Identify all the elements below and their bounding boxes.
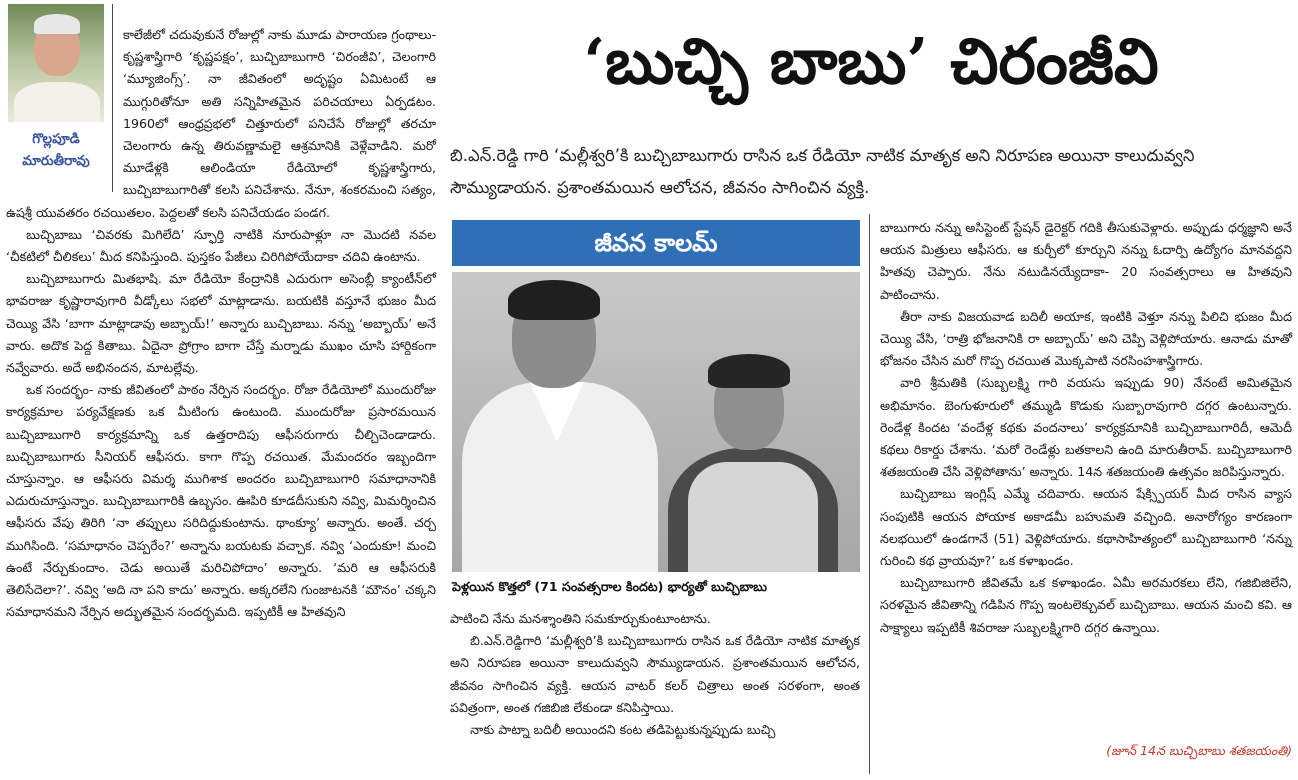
photo-caption: పెళ్లయిన కొత్తలో (71 సంవత్సరాల కిందట) భార్యతో బుచ్చిబాబు bbox=[452, 579, 767, 594]
paragraph: బుచ్చిబాబు ‘చివరకు మిగిలేది’ స్ఫూర్తి నాటికి నూరుపాళ్లూ నా మొదటి నవల ‘చీకటిలో చీలికలు’ మీద కనిపిస్తుంది. పుస్తకం పేజీలు చిరిగిపోయేదాకా చదివి ఉంటాను. bbox=[6, 226, 436, 265]
subheadline: బి.ఎన్.రెడ్డి గారి ‘మల్లీశ్వరి’కి బుచ్చిబాబుగారు రాసిన ఒక రేడియో నాటిక మాతృక అని నిరూపణ అయినా కాలుదువ్వని సౌమ్యుడాయన. ప్రశాంతమయిన ఆలోచన, జీవనం సాగించిన వ్యక్తి. bbox=[450, 146, 1195, 197]
footnote: (జూన్ 14న బుచ్చిబాబు శతజయంతి) bbox=[1106, 743, 1292, 758]
article-photo bbox=[452, 272, 860, 572]
paragraph: బి.ఎన్.రెడ్డిగారి ‘మల్లీశ్వరి’కి బుచ్చిబాబుగారు రాసిన ఒక రేడియో నాటిక మాతృక అని నిరూపణ అయినా కాలుదువ్వని సౌమ్యుడాయన. ప్రశాంతమయిన ఆలోచన, జీవనం సాగించిన వ్యక్తి. ఆయన వాటర్ కలర్ చిత్రాలు అంత సరళంగా, అంత పవిత్రంగా, అంత గజిబిజి లేకుండా కనిపిస్తాయి. bbox=[450, 633, 860, 715]
photo-man-hair bbox=[508, 280, 600, 320]
article-column-3 bbox=[880, 217, 1292, 639]
paragraph: తీరా నాకు విజయవాడ బదిలీ అయాక, ఇంటికి వెళ్తూ నన్ను పిలిచి భుజం మీద చెయ్యి వేసి, ‘రాత్రి భోజనానికి రా అబ్బాయ్’ అని చెప్పి వెళ్లిపోయారు. ఆనాడు మాతో భోజనం చేసిన మరో గొప్ప రచయిత మొక్కపాటి నరసింహశాస్త్రిగారు. bbox=[880, 308, 1292, 369]
article-column-2 bbox=[450, 608, 860, 741]
paragraph: బుచ్చిబాబు ఇంగ్లిష్ ఎమ్మే చదివారు. ఆయన షేక్స్పియర్ మీద రాసిన వ్యాస సంపుటికి ఆయన పోయాక అకాడమీ బహుమతి వచ్చింది. అనారోగ్యం కారణంగా నలభయిలో ఉండగానే (51) వెళ్లిపోయారు. కథాసాహిత్యంలో బుచ్చిబాబుగారి ‘నన్ను గురించి కథ వ్రాయవూ?’ ఒక కళాఖండం. bbox=[880, 486, 1292, 569]
paragraph: నాకు పాట్నా బదిలీ అయిందని కంట తడిపెట్టుకున్నప్పుడు బుచ్చి bbox=[470, 722, 776, 738]
paragraph: బాబుగారు నన్ను అసిస్టెంట్ స్టేషన్ డైరెక్టర్ గదికి తీసుకువెళ్లారు. అప్పుడు ధర్మజ్ఞాని అనే ఆయన మిత్రులు ఆఫీసరు. ఆ కుర్చీలో కూర్చుని నన్ను ఓదార్పి ఉద్యోగం మానవద్దని హితవు చెప్పారు. నేను నటుడినయ్యేదాకా- 20 సంవత్సరాలు ఆ హితవుని పాటించాను. bbox=[880, 220, 1292, 302]
author-name-line2: మారుతీరావు bbox=[22, 153, 90, 169]
article-column-1 bbox=[6, 24, 436, 623]
author-name bbox=[0, 128, 112, 172]
column-title: జీవన కాలమ్ bbox=[594, 229, 718, 257]
paragraph: బుచ్చిబాబుగారి జీవితమే ఒక కళాఖండం. ఏమీ అరమరకలు లేని, గజిబిజిలేని, సరళమైన జీవితాన్ని గడిపిన గొప్ప ఇంటలెక్చువల్ బుచ్చిబాబు. ఆయన మంచి కవి. ఆ సాక్ష్యాలు ఇప్పటికీ శివరాజు సుబ్బలక్ష్మిగారి దగ్గర ఉన్నాయి. bbox=[880, 575, 1292, 635]
photo-woman-saree bbox=[688, 462, 818, 572]
author-box bbox=[0, 4, 113, 192]
headline: ‘బుచ్చి బాబు’ చిరంజీవి bbox=[583, 24, 1159, 98]
column-divider bbox=[869, 214, 870, 774]
paragraph: ఒక సందర్భం- నాకు జీవితంలో పాఠం నేర్పిన సందర్భం. రోజా రేడియోలో ముందురోజు కార్యక్రమాల పర్యవేక్షణకు ఒక మీటింగు ఉంటుంది. ముందురోజు ప్రసారమయిన బుచ్చిబాబుగారి కార్యక్రమాన్ని ఒక ఉత్తరాదిపు ఆఫీసరుగారు చీల్చిచెండాడారు. బుచ్చిబాబుగారు సీనియర్ ఆఫీసరు. కాగా గొప్ప రచయిత. మేమందరం ఇబ్బందిగా చూస్తున్నాం. ఆ ఆఫీసరు విమర్శ ముగిశాక అందరం బుచ్చిబాబుగారి సమాధానానికి ఎదురుచూస్తున్నాం. బుచ్చిబాబుగారికి ఉబ్బసం. ఊపిరి కూడదీసుకుని నవ్వి, మిమర్శించిన ఆఫీసరు వేపు తిరిగి ‘నా తప్పులు సరిదిద్దుకుంటాను. థాంక్యూ’ అన్నారు. అంతే. చర్చ ముగిసింది. ‘సమాధానం చెప్పరేం?’ అన్నాను బయటకు వచ్చాక. నవ్వి ‘ఎందుకూ! మంచి ఉంటే నేర్చుకుందాం. చెడు అయితే మరిచిపోదాం’ అన్నారు. ‘మరి ఆ ఆఫీసరుకి తెలిసేదెలా?’. నవ్వి ‘అది నా పని కాదు’ అన్నారు. అక్కరలేని గుంజాటనకి ‘మౌనం’ చక్కని సమాధానమని నేర్పిన అద్భుతమైన సందర్భమది. ఇప్పటికీ ఆ హితవుని bbox=[6, 382, 436, 620]
column-title-box bbox=[452, 220, 860, 266]
author-name-line1: గొల్లపూడి bbox=[32, 131, 80, 147]
paragraph: బుచ్చిబాబుగారు మితభాషి. మా రేడియో కేంద్రానికి ఎదురుగా అసెంబ్లీ క్యాంటీన్‌లో భావరాజు కృష్ణారావుగారి వీడ్కోలు సభలో మాట్లాడాను. బయటికి వస్తూనే భుజం మీద చెయ్యి వేసి ‘బాగా మాట్లాడావు అబ్బాయ్!’ అన్నారు బుచ్చిబాబు. నన్ను ‘అబ్బాయ్’ అనే వారు. అదొక పెద్ద కితాబు. ఏదైనా ప్రోగ్రాం బాగా చేస్తే మర్నాడు ముఖం చూసి హార్దికంగా నవ్వేవారు. అదే అభినందన, మాటల్లేవు. bbox=[6, 271, 436, 376]
paragraph: కాలేజీలో చదువుకునే రోజుల్లో నాకు మూడు పారాయణ గ్రంథాలు- కృష్ణశాస్త్రిగారి ‘కృష్ణపక్షం’, బుచ్చిబాబుగారి ‘చిరంజీవి’, చెలంగారి ‘మ్యూజింగ్స్’. నా జీవితంలో అదృష్టం ఏమిటంటే ఆ ముగ్గురితోనూ అతి సన్నిహితమైన పరిచయాలు ఏర్పడటం. 1960లో ఆంధ్రప్రభలో చిత్తూరులో పనిచేసే రోజుల్లో తరచూ చెలంగారు ఉన్న తిరువణ్ణామలై ఆశ్రమానికి వెళ్లేవాడిని. మరో మూడేళ్లకి ఆలిండియా రేడియోలో కృష్ణశాస్త్రిగారు, బుచ్చిబాబుగారితో కలసి పనిచేశాను. నేనూ, శంకరమంచి సత్యం, ఉషశ్రీ యువతరం రచయితలం. పెద్దలతో కలసి పనిచేయడం పండగ. bbox=[6, 27, 436, 220]
paragraph: పాటించి నేను మనశ్శాంతిని సమకూర్చుకుంటూంటాను. bbox=[450, 611, 711, 626]
photo-woman-hair bbox=[708, 354, 790, 388]
author-photo bbox=[8, 4, 104, 122]
paragraph: వారి శ్రీమతికి (సుబ్బలక్ష్మి గారి వయసు ఇప్పుడు 90) నేనంటే అమితమైన అభిమానం. బెంగుళూరులో తమ్ముడి కొడుకు సుబ్బారావుగారి దగ్గర ఉంటున్నారు. రెండేళ్ల కిందట ‘వందేళ్ల కథకు వందనాలు’ కార్యక్రమానికి బుచ్చిబాబుగారిదీ, ఆమెదీ కథలు రికార్డు చేశాను. ‘మరో రెండేళ్లు బతకాలని ఉంది మారుతీరావ్. బుచ్చిబాబుగారి శతజయంతి చేసి వెళ్లిపోతాను’ అన్నారు. 14న శతజయంతి ఉత్సవం జరిపిస్తున్నారు. bbox=[880, 375, 1292, 480]
